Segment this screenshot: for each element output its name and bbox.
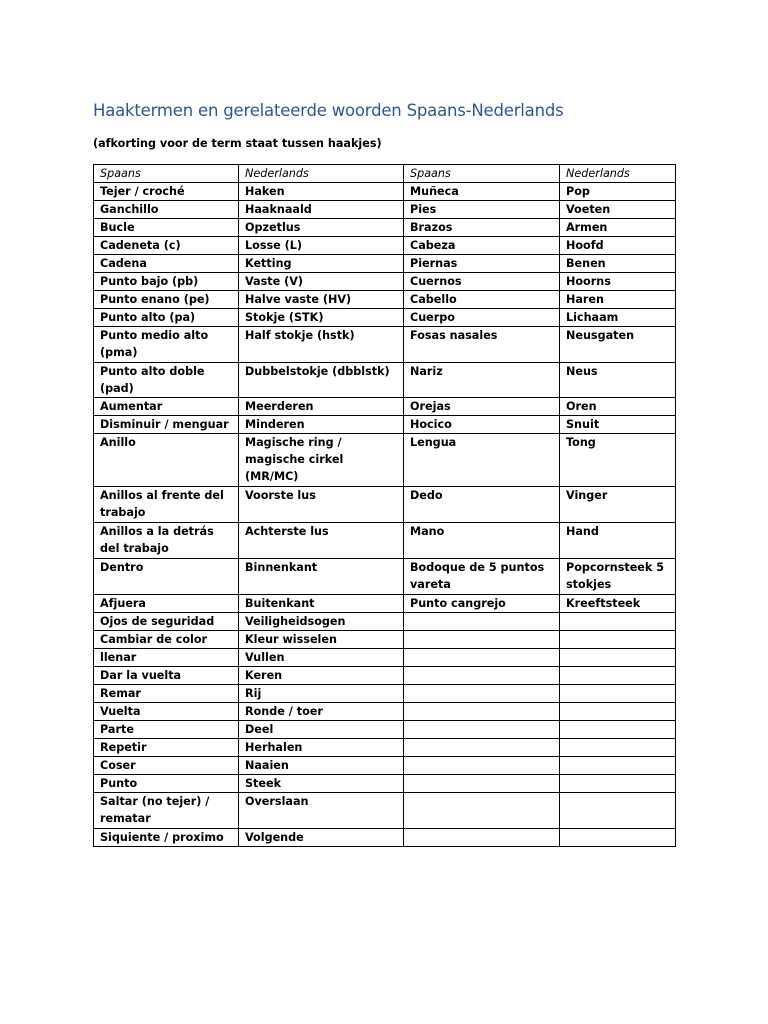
spaans-term-2-cell: Cuerpo (404, 309, 560, 327)
table-row (94, 219, 676, 237)
nederlands-term-cell: Stokje (STK) (239, 309, 404, 327)
spaans-term-cell: Remar (94, 685, 239, 703)
table-row (94, 416, 676, 434)
nederlands-term-2-cell: Neus (560, 363, 676, 398)
table-row (94, 523, 676, 559)
nederlands-term-2-cell (560, 685, 676, 703)
table-row (94, 595, 676, 613)
spaans-term-cell: Ojos de seguridad (94, 613, 239, 631)
header-row (94, 165, 676, 183)
spaans-term-cell: Afjuera (94, 595, 239, 613)
spaans-term-2-cell (404, 721, 560, 739)
nederlands-term-cell: Magische ring / magische cirkel (MR/MC) (239, 434, 404, 487)
nederlands-term-2-cell (560, 793, 676, 829)
spaans-term-2-cell: Punto cangrejo (404, 595, 560, 613)
table-row (94, 793, 676, 829)
spaans-term-cell: Saltar (no tejer) / rematar (94, 793, 239, 829)
nederlands-term-2-cell: Hoofd (560, 237, 676, 255)
spaans-term-cell: Aumentar (94, 398, 239, 416)
document-title: Haaktermen en gerelateerde woorden Spaans-Nederlands (93, 101, 564, 120)
spaans-term-2-cell: Nariz (404, 363, 560, 398)
spaans-term-cell: Dar la vuelta (94, 667, 239, 685)
spaans-term-2-cell: Fosas nasales (404, 327, 560, 363)
nederlands-term-cell: Ketting (239, 255, 404, 273)
nederlands-term-cell: Keren (239, 667, 404, 685)
spaans-term-cell: Anillos a la detrás del trabajo (94, 523, 239, 559)
spaans-term-cell: Siquiente / proximo (94, 829, 239, 847)
spaans-term-cell: Anillos al frente del trabajo (94, 487, 239, 523)
spaans-term-2-cell: Brazos (404, 219, 560, 237)
nederlands-term-2-cell (560, 775, 676, 793)
spaans-term-2-cell (404, 757, 560, 775)
spaans-term-2-cell (404, 649, 560, 667)
table-row (94, 309, 676, 327)
nederlands-term-2-cell: Haren (560, 291, 676, 309)
nederlands-term-2-cell: Benen (560, 255, 676, 273)
spaans-term-cell: Coser (94, 757, 239, 775)
table-row (94, 757, 676, 775)
table-row (94, 649, 676, 667)
nederlands-term-2-cell: Neusgaten (560, 327, 676, 363)
nederlands-term-2-cell: Kreeftsteek (560, 595, 676, 613)
table-row (94, 434, 676, 487)
nederlands-term-cell: Steek (239, 775, 404, 793)
nederlands-term-2-cell (560, 829, 676, 847)
table-row (94, 183, 676, 201)
nederlands-term-2-cell: Hand (560, 523, 676, 559)
nederlands-term-cell: Herhalen (239, 739, 404, 757)
spaans-term-cell: Cadeneta (c) (94, 237, 239, 255)
nederlands-term-2-cell (560, 613, 676, 631)
nederlands-term-2-cell (560, 703, 676, 721)
table-row (94, 739, 676, 757)
nederlands-term-cell: Half stokje (hstk) (239, 327, 404, 363)
table-row (94, 829, 676, 847)
nederlands-term-cell: Ronde / toer (239, 703, 404, 721)
spaans-term-2-cell: Lengua (404, 434, 560, 487)
table-body (94, 183, 676, 847)
table-row (94, 273, 676, 291)
nederlands-term-cell: Halve vaste (HV) (239, 291, 404, 309)
table-row (94, 327, 676, 363)
nederlands-term-2-cell (560, 721, 676, 739)
document-subtitle: (afkorting voor de term staat tussen haakjes) (93, 137, 382, 150)
vocabulary-table (93, 164, 676, 847)
nederlands-term-cell: Naaien (239, 757, 404, 775)
nederlands-term-2-cell: Lichaam (560, 309, 676, 327)
spaans-term-2-cell (404, 829, 560, 847)
nederlands-term-cell: Buitenkant (239, 595, 404, 613)
nederlands-term-2-cell (560, 667, 676, 685)
nederlands-term-2-cell: Hoorns (560, 273, 676, 291)
nederlands-term-cell: Haken (239, 183, 404, 201)
spaans-term-cell: Bucle (94, 219, 239, 237)
nederlands-term-2-cell: Tong (560, 434, 676, 487)
spaans-term-cell: Punto bajo (pb) (94, 273, 239, 291)
table-row (94, 398, 676, 416)
header-spaans-1: Spaans (94, 165, 239, 183)
table-row (94, 703, 676, 721)
spaans-term-2-cell: Cabeza (404, 237, 560, 255)
spaans-term-cell: Parte (94, 721, 239, 739)
nederlands-term-cell: Rij (239, 685, 404, 703)
table-row (94, 487, 676, 523)
spaans-term-2-cell: Dedo (404, 487, 560, 523)
nederlands-term-cell: Binnenkant (239, 559, 404, 595)
spaans-term-2-cell (404, 775, 560, 793)
nederlands-term-cell: Vaste (V) (239, 273, 404, 291)
spaans-term-cell: Dentro (94, 559, 239, 595)
header-spaans-2: Spaans (404, 165, 560, 183)
nederlands-term-2-cell: Popcornsteek 5 stokjes (560, 559, 676, 595)
table-row (94, 201, 676, 219)
nederlands-term-2-cell (560, 739, 676, 757)
nederlands-term-cell: Volgende (239, 829, 404, 847)
nederlands-term-cell: Dubbelstokje (dbblstk) (239, 363, 404, 398)
table-row (94, 613, 676, 631)
spaans-term-2-cell (404, 667, 560, 685)
nederlands-term-cell: Voorste lus (239, 487, 404, 523)
spaans-term-cell: Cambiar de color (94, 631, 239, 649)
table-row (94, 255, 676, 273)
nederlands-term-cell: Veiligheidsogen (239, 613, 404, 631)
spaans-term-2-cell: Mano (404, 523, 560, 559)
nederlands-term-cell: Opzetlus (239, 219, 404, 237)
spaans-term-2-cell: Pies (404, 201, 560, 219)
spaans-term-2-cell (404, 793, 560, 829)
spaans-term-cell: Anillo (94, 434, 239, 487)
spaans-term-cell: Punto alto doble (pad) (94, 363, 239, 398)
table-row (94, 559, 676, 595)
nederlands-term-cell: Kleur wisselen (239, 631, 404, 649)
nederlands-term-cell: Meerderen (239, 398, 404, 416)
nederlands-term-2-cell (560, 757, 676, 775)
spaans-term-2-cell: Cabello (404, 291, 560, 309)
spaans-term-cell: Repetir (94, 739, 239, 757)
table-row (94, 775, 676, 793)
spaans-term-2-cell: Orejas (404, 398, 560, 416)
table-row (94, 667, 676, 685)
spaans-term-2-cell: Piernas (404, 255, 560, 273)
table-row (94, 721, 676, 739)
nederlands-term-cell: Deel (239, 721, 404, 739)
spaans-term-cell: Cadena (94, 255, 239, 273)
spaans-term-cell: Punto (94, 775, 239, 793)
header-nederlands-1: Nederlands (239, 165, 404, 183)
spaans-term-2-cell (404, 685, 560, 703)
table-row (94, 631, 676, 649)
table-row (94, 685, 676, 703)
header-nederlands-2: Nederlands (560, 165, 676, 183)
spaans-term-2-cell (404, 703, 560, 721)
spaans-term-cell: Tejer / croché (94, 183, 239, 201)
spaans-term-cell: Disminuir / menguar (94, 416, 239, 434)
nederlands-term-2-cell: Voeten (560, 201, 676, 219)
spaans-term-cell: Vuelta (94, 703, 239, 721)
spaans-term-cell: Punto alto (pa) (94, 309, 239, 327)
nederlands-term-cell: Haaknaald (239, 201, 404, 219)
spaans-term-2-cell: Bodoque de 5 puntos vareta (404, 559, 560, 595)
spaans-term-cell: Ganchillo (94, 201, 239, 219)
spaans-term-2-cell (404, 739, 560, 757)
nederlands-term-2-cell: Snuit (560, 416, 676, 434)
nederlands-term-2-cell: Oren (560, 398, 676, 416)
table-row (94, 237, 676, 255)
spaans-term-2-cell: Muñeca (404, 183, 560, 201)
nederlands-term-2-cell: Armen (560, 219, 676, 237)
spaans-term-2-cell (404, 631, 560, 649)
spaans-term-cell: llenar (94, 649, 239, 667)
table-row (94, 363, 676, 398)
spaans-term-2-cell (404, 613, 560, 631)
nederlands-term-2-cell: Pop (560, 183, 676, 201)
nederlands-term-2-cell: Vinger (560, 487, 676, 523)
nederlands-term-2-cell (560, 649, 676, 667)
nederlands-term-2-cell (560, 631, 676, 649)
spaans-term-2-cell: Hocico (404, 416, 560, 434)
spaans-term-cell: Punto medio alto (pma) (94, 327, 239, 363)
table-row (94, 291, 676, 309)
spaans-term-2-cell: Cuernos (404, 273, 560, 291)
nederlands-term-cell: Losse (L) (239, 237, 404, 255)
spaans-term-cell: Punto enano (pe) (94, 291, 239, 309)
nederlands-term-cell: Minderen (239, 416, 404, 434)
table-header (94, 165, 676, 183)
nederlands-term-cell: Achterste lus (239, 523, 404, 559)
nederlands-term-cell: Overslaan (239, 793, 404, 829)
nederlands-term-cell: Vullen (239, 649, 404, 667)
